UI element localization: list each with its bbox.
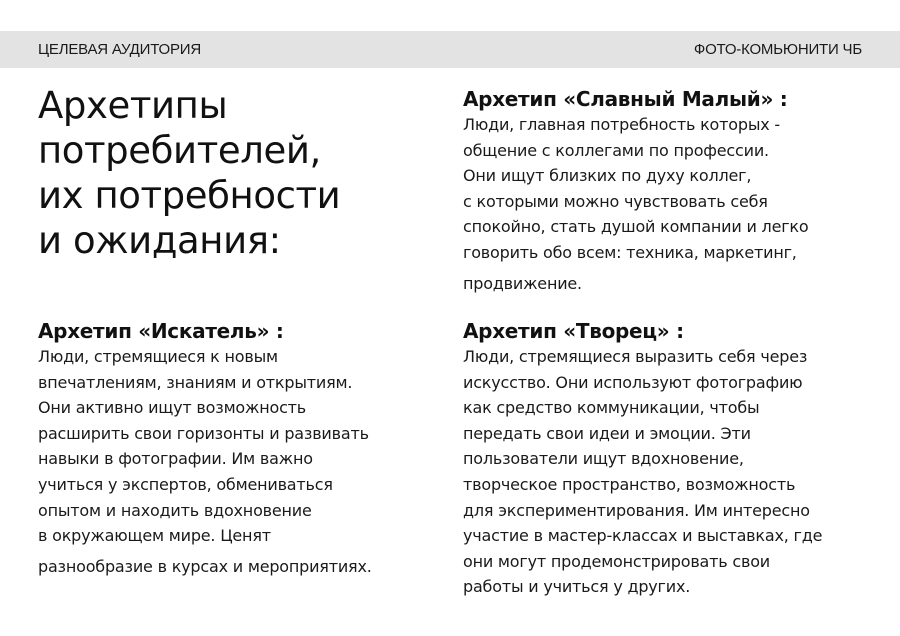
archetype-tvorets: [463, 318, 822, 600]
description-line: опытом и находить вдохновение: [38, 500, 312, 520]
archetype-description: [463, 344, 822, 600]
description-line: спокойно, стать душой компании и легко: [463, 217, 809, 237]
description-line: говорить обо всем: техника, маркетинг,: [463, 242, 797, 262]
description-line: общение с коллегами по профессии.: [463, 140, 769, 160]
description-line: учиться у экспертов, обмениваться: [38, 474, 333, 494]
description-line: впечатлениям, знаниям и открытиям.: [38, 372, 353, 392]
description-line: в окружающем мире. Ценят: [38, 526, 271, 546]
description-line: они могут продемонстрировать свои: [463, 551, 771, 571]
description-line: расширить свои горизонты и развивать: [38, 423, 369, 443]
header-bar: [0, 31, 900, 68]
description-line: участие в мастер-классах и выставках, где: [463, 526, 823, 546]
description-line: Люди, стремящиеся выразить себя через: [463, 347, 808, 366]
page-title-line: их потребности: [38, 174, 341, 217]
archetype-title: Архетип «Славный Малый» :: [463, 87, 788, 111]
description-line: как средство коммуникации, чтобы: [463, 398, 760, 418]
archetype-description: [463, 112, 808, 296]
description-line: разнообразие в курсах и мероприятиях.: [38, 556, 372, 576]
description-line: пользователи ищут вдохновение,: [463, 449, 744, 469]
description-line: с которыми можно чувствовать себя: [463, 191, 768, 211]
description-line: Они ищут близких по духу коллег,: [463, 166, 752, 186]
archetype-title: Архетип «Искатель» :: [38, 319, 284, 343]
description-line: Люди, стремящиеся к новым: [38, 347, 278, 366]
header-section-label: ЦЕЛЕВАЯ АУДИТОРИЯ: [38, 41, 201, 58]
page-title-line: и ожидания:: [38, 219, 281, 262]
archetype-title: Архетип «Творец» :: [463, 319, 684, 343]
page-title: [38, 83, 438, 263]
description-line: для экспериментирования. Им интересно: [463, 500, 810, 520]
page-title-line: потребителей,: [38, 129, 321, 172]
page-title-line: Архетипы: [38, 84, 228, 127]
description-line: Они активно ищут возможность: [38, 398, 307, 418]
description-line: творческое пространство, возможность: [463, 474, 796, 494]
description-line: искусство. Они используют фотографию: [463, 372, 803, 392]
description-line: передать свои идеи и эмоции. Эти: [463, 423, 751, 443]
archetype-slavny-maly: [463, 86, 808, 296]
description-line: Люди, главная потребность которых -: [463, 115, 780, 134]
description-line: продвижение.: [463, 273, 582, 293]
archetype-iskatel: [38, 318, 372, 579]
description-line: навыки в фотографии. Им важно: [38, 449, 313, 469]
header-community-label: ФОТО-КОМЬЮНИТИ ЧБ: [693, 41, 862, 58]
archetype-description: [38, 344, 372, 579]
description-line: работы и учиться у других.: [463, 577, 691, 597]
